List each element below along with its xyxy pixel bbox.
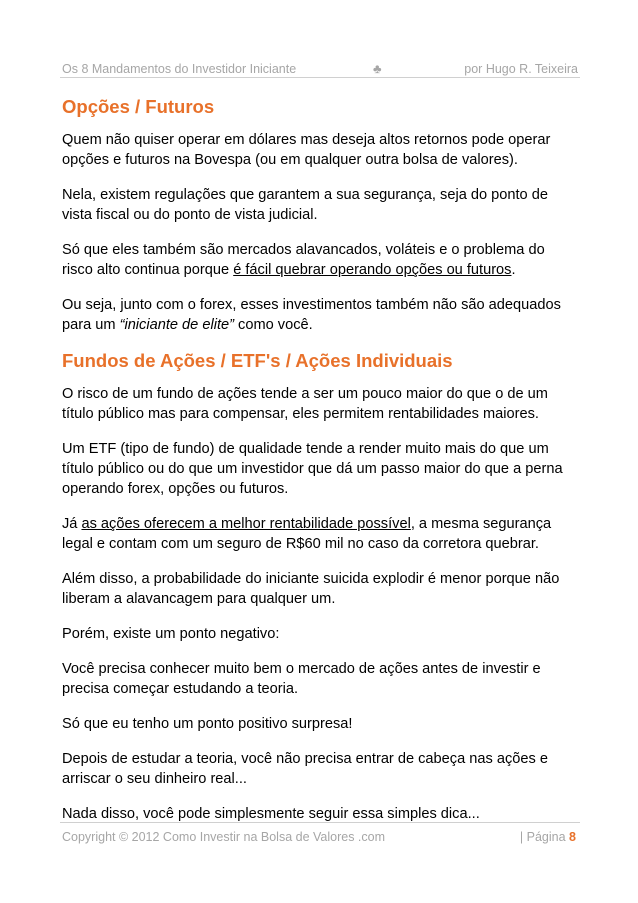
link-melhor-rentabilidade[interactable]: as ações oferecem a melhor rentabilidade possível: [81, 516, 411, 532]
paragraph: [62, 384, 582, 424]
paragraph: [62, 569, 582, 609]
page-content: [62, 96, 582, 839]
paragraph-text: risco alto continua porque: [62, 262, 234, 278]
paragraph: [62, 804, 582, 824]
paragraph-line: Você precisa conhecer muito bem o mercado de ações antes de investir e: [62, 661, 541, 677]
section-heading-fundos-acoes: Fundos de Ações / ETF's / Ações Individuais: [62, 350, 453, 371]
paragraph-line: Quem não quiser operar em dólares mas deseja altos retornos pode operar: [62, 132, 551, 148]
paragraph-line: legal e contam com um seguro de R$60 mil no caso da corretora quebrar.: [62, 536, 539, 552]
header-title: Os 8 Mandamentos do Investidor Iniciante: [62, 62, 297, 76]
paragraph-line: operando forex, opções ou futuros.: [62, 481, 289, 497]
page-header: [60, 60, 580, 78]
footer-page: [520, 830, 576, 844]
paragraph-text: .: [511, 262, 516, 278]
paragraph-line: Além disso, a probabilidade do iniciante suicida explodir é menor porque não: [62, 571, 560, 587]
paragraph: [62, 240, 582, 280]
paragraph: [62, 624, 582, 644]
paragraph-line: título público ou do que um investidor que dá um passo maior do que a perna: [62, 461, 563, 477]
paragraph: [62, 714, 582, 734]
paragraph: [62, 130, 582, 170]
paragraph: [62, 514, 582, 554]
paragraph: [62, 295, 582, 335]
paragraph-line: Depois de estudar a teoria, você não precisa entrar de cabeça nas ações e: [62, 751, 548, 767]
paragraph-line: Porém, existe um ponto negativo:: [62, 626, 280, 642]
paragraph-text: Já: [62, 516, 82, 532]
page-label: | Página: [519, 830, 566, 844]
page-number: 8: [569, 830, 576, 844]
paragraph-line: arriscar o seu dinheiro real...: [62, 771, 247, 787]
paragraph-line: O risco de um fundo de ações tende a ser um pouco maior do que o de um: [62, 386, 548, 402]
footer-copyright: Copyright © 2012 Como Investir na Bolsa de Valores .com: [62, 830, 386, 844]
paragraph-text: para um: [62, 317, 120, 333]
club-icon: ♣: [373, 61, 382, 76]
paragraph-line: Só que eu tenho um ponto positivo surpresa!: [62, 716, 353, 732]
paragraph-text: , a mesma segurança: [410, 516, 552, 532]
paragraph-line: Só que eles também são mercados alavancados, voláteis e o problema do: [62, 242, 545, 258]
paragraph-line: Nela, existem regulações que garantem a sua segurança, seja do ponto de: [62, 187, 548, 203]
link-quebrar-opcoes-futuros[interactable]: é fácil quebrar operando opções ou futuros: [233, 262, 512, 278]
paragraph-line: Nada disso, você pode simplesmente seguir essa simples dica...: [62, 806, 480, 822]
paragraph-line: vista fiscal ou do ponto de vista judicial.: [62, 207, 318, 223]
paragraph-line: Ou seja, junto com o forex, esses investimentos também não são adequados: [62, 297, 561, 313]
header-author: por Hugo R. Teixeira: [464, 62, 578, 76]
paragraph: [62, 749, 582, 789]
paragraph-line: título público mas para compensar, eles permitem rentabilidades maiores.: [62, 406, 539, 422]
page-footer: [60, 822, 580, 846]
paragraph-line: precisa começar estudando a teoria.: [62, 681, 299, 697]
paragraph: [62, 659, 582, 699]
paragraph-line: Um ETF (tipo de fundo) de qualidade tende a render muito mais do que um: [62, 441, 549, 457]
paragraph-line: liberam a alavancagem para qualquer um.: [62, 591, 336, 607]
emphasis-iniciante-de-elite: “iniciante de elite”: [119, 317, 234, 333]
section-heading-opcoes-futuros: Opções / Futuros: [62, 96, 215, 117]
paragraph-text: como você.: [233, 317, 313, 333]
paragraph: [62, 185, 582, 225]
paragraph: [62, 439, 582, 499]
paragraph-line: opções e futuros na Bovespa (ou em qualquer outra bolsa de valores).: [62, 152, 518, 168]
